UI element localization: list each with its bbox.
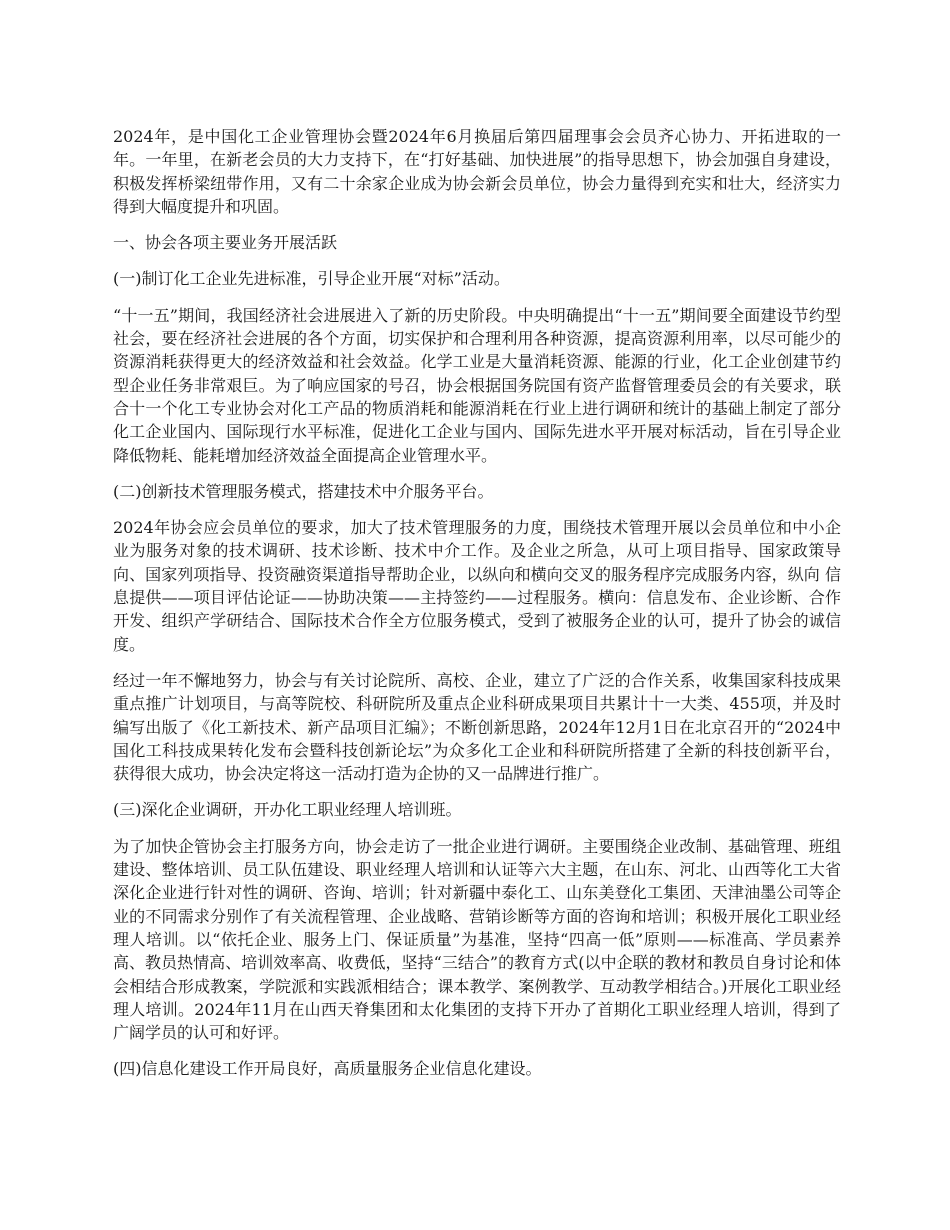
body-paragraph: 经过一年不懈地努力，协会与有关讨论院所、高校、企业，建立了广泛的合作关系，收集国家科技成果重点推广计划项目，与高等院校、科研院所及重点企业科研成果项目共累计十一大类、455项，并及时编写出版了《化工新技术、新产品项目汇编》；不断创新思路，2024年12月1日在北京召开的“2024中国化工科技成果转化发布会暨科技创新论坛”为众多化工企业和科研院所搭建了全新的科技创新平台，获得很大成功，协会决定将这一活动打造为企协的又一品牌进行推广。	[113, 670, 841, 784]
document-body	[113, 125, 841, 1094]
intro-paragraph: 2024年，是中国化工企业管理协会暨2024年6月换届后第四届理事会会员齐心协力、开拓进取的一年。一年里，在新老会员的大力支持下，在“打好基础、加快进展”的指导思想下，协会加强自身建设，积极发挥桥梁纽带作用，又有二十余家企业成为协会新会员单位，协会力量得到充实和壮大，经济实力得到大幅度提升和巩固。	[113, 127, 841, 216]
body-paragraph: “十一五”期间，我国经济社会进展进入了新的历史阶段。中央明确提出“十一五”期间要全面建设节约型社会，要在经济社会进展的各个方面，切实保护和合理利用各种资源，提高资源利用率，以尽可能少的资源消耗获得更大的经济效益和社会效益。化学工业是大量消耗资源、能源的行业，化工企业创建节约型企业任务非常艰巨。为了响应国家的号召，协会根据国务院国有资产监督管理委员会的有关要求，联合十一个化工专业协会对化工产品的物质消耗和能源消耗在行业上进行调研和统计的基础上制定了部分化工企业国内、国际现行水平标准，促进化工企业与国内、国际先进水平开展对标活动，旨在引导企业降低物耗、能耗增加经济效益全面提高企业管理水平。	[113, 305, 841, 465]
subsection-heading-2: (二)创新技术管理服务模式，搭建技术中介服务平台。	[113, 481, 494, 501]
subsection-heading-4: (四)信息化建设工作开局良好，高质量服务企业信息化建设。	[113, 1059, 542, 1079]
body-paragraph: 2024年协会应会员单位的要求，加大了技术管理服务的力度，围绕技术管理开展以会员单位和中小企业为服务对象的技术调研、技术诊断、技术中介工作。及企业之所急，从可上项目指导、国家政策导向、国家列项指导、投资融资渠道指导帮助企业，以纵向和横向交叉的服务程序完成服务内容，纵向 信息提供——项目评估论证——协助决策——主持签约——过程服务。横向：信息发布、企业诊断、合作开发、组织产学研结合、国际技术合作全方位服务模式，受到了被服务企业的认可，提升了协会的诚信度。	[113, 518, 841, 654]
section-heading-1: 一、协会各项主要业务开展活跃	[113, 233, 338, 253]
subsection-heading-3: (三)深化企业调研，开办化工职业经理人培训班。	[113, 800, 462, 820]
subsection-heading-1: (一)制订化工企业先进标准，引导企业开展“对标”活动。	[113, 269, 510, 289]
body-paragraph: 为了加快企管协会主打服务方向，协会走访了一批企业进行调研。主要围绕企业改制、基础管理、班组建设、整体培训、员工队伍建设、职业经理人培训和认证等六大主题，在山东、河北、山西等化工大省深化企业进行针对性的调研、咨询、培训；针对新疆中泰化工、山东美登化工集团、天津油墨公司等企业的不同需求分别作了有关流程管理、企业战略、营销诊断等方面的咨询和培训；积极开展化工职业经理人培训。以“依托企业、服务上门、保证质量”为基准，坚持“四高一低”原则——标准高、学员素养高、教员热情高、培训效率高、收费低，坚持“三结合”的教育方式(以中企联的教材和教员自身讨论和体会相结合形成教案，学院派和实践派相结合；课本教学、案例教学、互动教学相结合。)开展化工职业经理人培训。2024年11月在山西天脊集团和太化集团的支持下开办了首期化工职业经理人培训，得到了广阔学员的认可和好评。	[113, 836, 841, 1043]
